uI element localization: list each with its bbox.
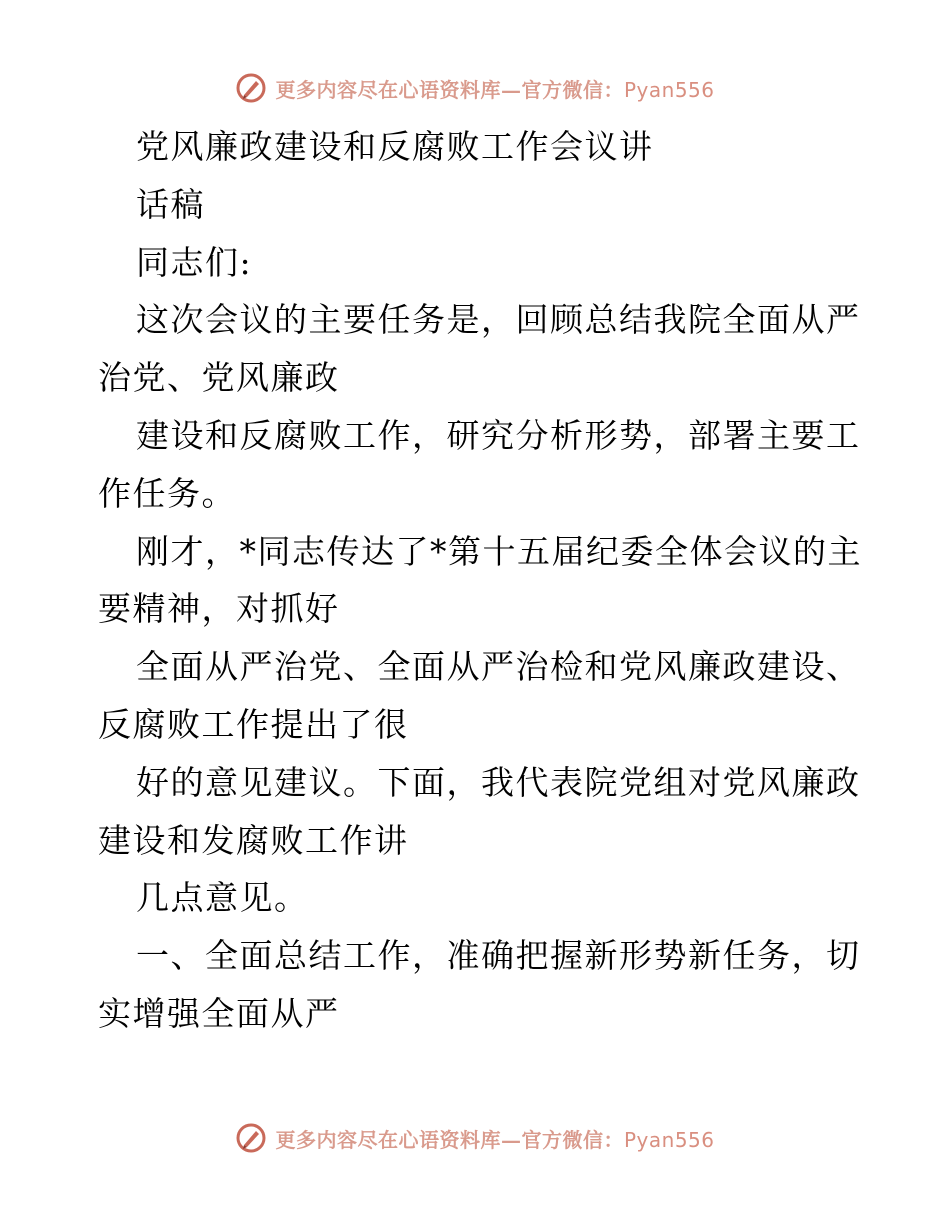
watermark-wechat-id: Pyan556	[623, 1127, 715, 1152]
watermark-text	[275, 1124, 714, 1153]
pen-circle-icon	[235, 1122, 267, 1154]
watermark-label: 更多内容尽在心语资料库—官方微信：	[275, 77, 624, 102]
text-line: 好的意见建议。下面，我代表院党组对党风廉政	[136, 762, 861, 802]
watermark-label: 更多内容尽在心语资料库—官方微信：	[275, 1127, 624, 1152]
text-line: 同志们:	[136, 242, 253, 282]
text-line: 一、全面总结工作，准确把握新形势新任务，切	[136, 936, 861, 976]
text-line: 建设和反腐败工作，研究分析形势，部署主要工	[136, 415, 861, 455]
text-line: 治党、党风廉政	[98, 358, 340, 398]
text-line: 党风廉政建设和反腐败工作会议讲	[136, 127, 654, 166]
text-line: 实增强全面从严	[98, 993, 340, 1033]
pen-circle-icon	[235, 72, 267, 104]
document-body	[98, 118, 862, 1043]
text-line: 反腐败工作提出了很	[98, 704, 409, 744]
footer-watermark	[0, 1122, 950, 1154]
text-line: 话稿	[136, 184, 205, 224]
watermark-wechat-id: Pyan556	[623, 77, 715, 102]
text-line: 要精神，对抓好	[98, 589, 340, 629]
text-line: 刚才，*同志传达了*第十五届纪委全体会议的主	[136, 531, 862, 571]
text-line: 全面从严治党、全面从严治检和党风廉政建设、	[136, 647, 861, 687]
header-watermark	[0, 72, 950, 104]
text-line: 这次会议的主要任务是，回顾总结我院全面从严	[136, 300, 861, 340]
text-line: 作任务。	[98, 473, 236, 513]
watermark-text	[275, 74, 714, 103]
text-line: 建设和发腐败工作讲	[98, 820, 409, 860]
text-line: 几点意见。	[136, 878, 309, 918]
